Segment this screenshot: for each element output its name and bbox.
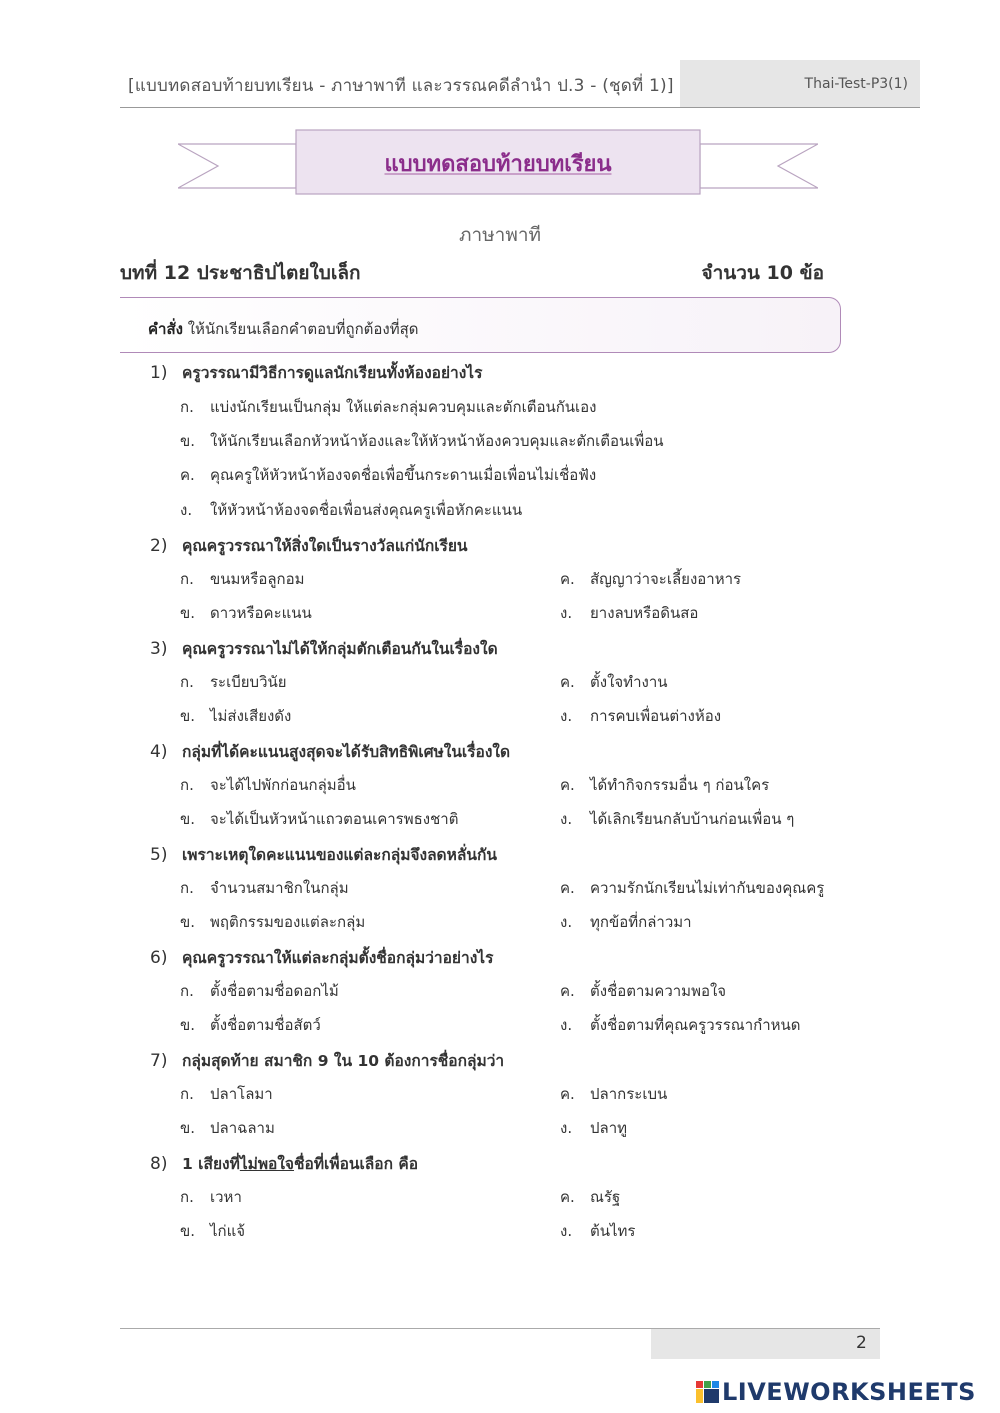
option[interactable]: ก. ปลาโลมา	[180, 1085, 273, 1103]
option[interactable]: ข. ไก่แจ้	[180, 1222, 246, 1240]
option[interactable]: ค. ความรักนักเรียนไม่เท่ากันของคุณครู	[560, 879, 825, 897]
option[interactable]: ค. ได้ทำกิจกรรมอื่น ๆ ก่อนใคร	[560, 776, 770, 794]
option[interactable]: ง. ยางลบหรือดินสอ	[560, 604, 699, 622]
header-divider	[120, 107, 920, 108]
question-3: 3) คุณครูวรรณาไม่ได้ให้กลุ่มตักเตือนกันในเรื่องใด	[150, 639, 498, 659]
option[interactable]: ค. ตั้งใจทำงาน	[560, 673, 668, 691]
question-5: 5) เพราะเหตุใดคะแนนของแต่ละกลุ่มจึงลดหลั่นกัน	[150, 845, 497, 865]
option[interactable]: ค. สัญญาว่าจะเลี้ยงอาหาร	[560, 570, 742, 588]
header-code: Thai-Test-P3(1)	[804, 76, 908, 92]
option[interactable]: ก. ระเบียบวินัย	[180, 673, 287, 691]
header-title: [แบบทดสอบท้ายบทเรียน - ภาษาพาที และวรรณคดีลำนำ ป.3 - (ชุดที่ 1)]	[128, 76, 674, 96]
option[interactable]: ก. จะได้ไปพักก่อนกลุ่มอื่น	[180, 776, 356, 794]
option[interactable]: ค. คุณครูให้หัวหน้าห้องจดชื่อเพื่อขึ้นกระดานเมื่อเพื่อนไม่เชื่อฟัง	[180, 466, 597, 484]
option[interactable]: ข. จะได้เป็นหัวหน้าแถวตอนเคารพธงชาติ	[180, 810, 459, 828]
option[interactable]: ก. ขนมหรือลูกอม	[180, 570, 305, 588]
option[interactable]: ค. ตั้งชื่อตามความพอใจ	[560, 982, 727, 1000]
option[interactable]: ง. ให้หัวหน้าห้องจดชื่อเพื่อนส่งคุณครูเพื่อหักคะแนน	[180, 501, 523, 519]
option[interactable]: ง. ปลาทู	[560, 1119, 628, 1137]
option[interactable]: ก. ตั้งชื่อตามชื่อดอกไม้	[180, 982, 339, 1000]
subject-title: ภาษาพาที	[458, 224, 542, 246]
page-number: 2	[856, 1333, 867, 1353]
lesson-title: บทที่ 12 ประชาธิปไตยใบเล็ก	[120, 262, 361, 284]
option[interactable]: ข. ดาวหรือคะแนน	[180, 604, 312, 622]
instruction-text: ให้นักเรียนเลือกคำตอบที่ถูกต้องที่สุด	[182, 320, 419, 338]
liveworksheets-brand[interactable]: LIVEWORKSHEETS	[722, 1378, 976, 1406]
instruction	[148, 317, 419, 341]
question-count: จำนวน 10 ข้อ	[701, 262, 824, 284]
option[interactable]: ง. ทุกข้อที่กล่าวมา	[560, 913, 692, 931]
question-8: 8) 1 เสียงที่ไม่พอใจชื่อที่เพื่อนเลือก คือ	[150, 1154, 419, 1174]
option[interactable]: ข. ให้นักเรียนเลือกหัวหน้าห้องและให้หัวหน้าห้องควบคุมและตักเตือนเพื่อน	[180, 432, 664, 450]
option[interactable]: ก. จำนวนสมาชิกในกลุ่ม	[180, 879, 349, 897]
option[interactable]: ง. ตั้งชื่อตามที่คุณครูวรรณากำหนด	[560, 1016, 801, 1034]
option[interactable]: ข. ตั้งชื่อตามชื่อสัตว์	[180, 1016, 321, 1034]
question-2: 2) คุณครูวรรณาให้สิ่งใดเป็นรางวัลแก่นักเรียน	[150, 536, 468, 556]
banner-title: แบบทดสอบท้ายบทเรียน	[384, 152, 612, 177]
question-6: 6) คุณครูวรรณาให้แต่ละกลุ่มตั้งชื่อกลุ่มว่าอย่างไร	[150, 948, 494, 968]
footer-page-box	[651, 1329, 880, 1359]
question-7: 7) กลุ่มสุดท้าย สมาชิก 9 ใน 10 ต้องการชื่อกลุ่มว่า	[150, 1051, 505, 1071]
emphasis-underline: ไม่พอใจ	[239, 1155, 295, 1173]
option[interactable]: ก. เวหา	[180, 1188, 242, 1206]
option[interactable]: ง. ได้เลิกเรียนกลับบ้านก่อนเพื่อน ๆ	[560, 810, 795, 828]
option[interactable]: ข. ไม่ส่งเสียงดัง	[180, 707, 292, 725]
question-4: 4) กลุ่มที่ได้คะแนนสูงสุดจะได้รับสิทธิพิเศษในเรื่องใด	[150, 742, 511, 762]
option[interactable]: ข. พฤติกรรมของแต่ละกลุ่ม	[180, 913, 366, 931]
option[interactable]: ข. ปลาฉลาม	[180, 1119, 275, 1137]
option[interactable]: ก. แบ่งนักเรียนเป็นกลุ่ม ให้แต่ละกลุ่มควบคุมและตักเตือนกันเอง	[180, 398, 597, 416]
option[interactable]: ค. ปลากระเบน	[560, 1085, 668, 1103]
option[interactable]: ค. ณรัฐ	[560, 1188, 621, 1206]
option[interactable]: ง. ต้นไทร	[560, 1222, 636, 1240]
liveworksheets-logo-icon	[696, 1381, 720, 1403]
option[interactable]: ง. การคบเพื่อนต่างห้อง	[560, 707, 722, 725]
question-1: 1) ครูวรรณามีวิธีการดูแลนักเรียนทั้งห้องอย่างไร	[150, 363, 483, 383]
instruction-label: คำสั่ง	[148, 320, 183, 338]
